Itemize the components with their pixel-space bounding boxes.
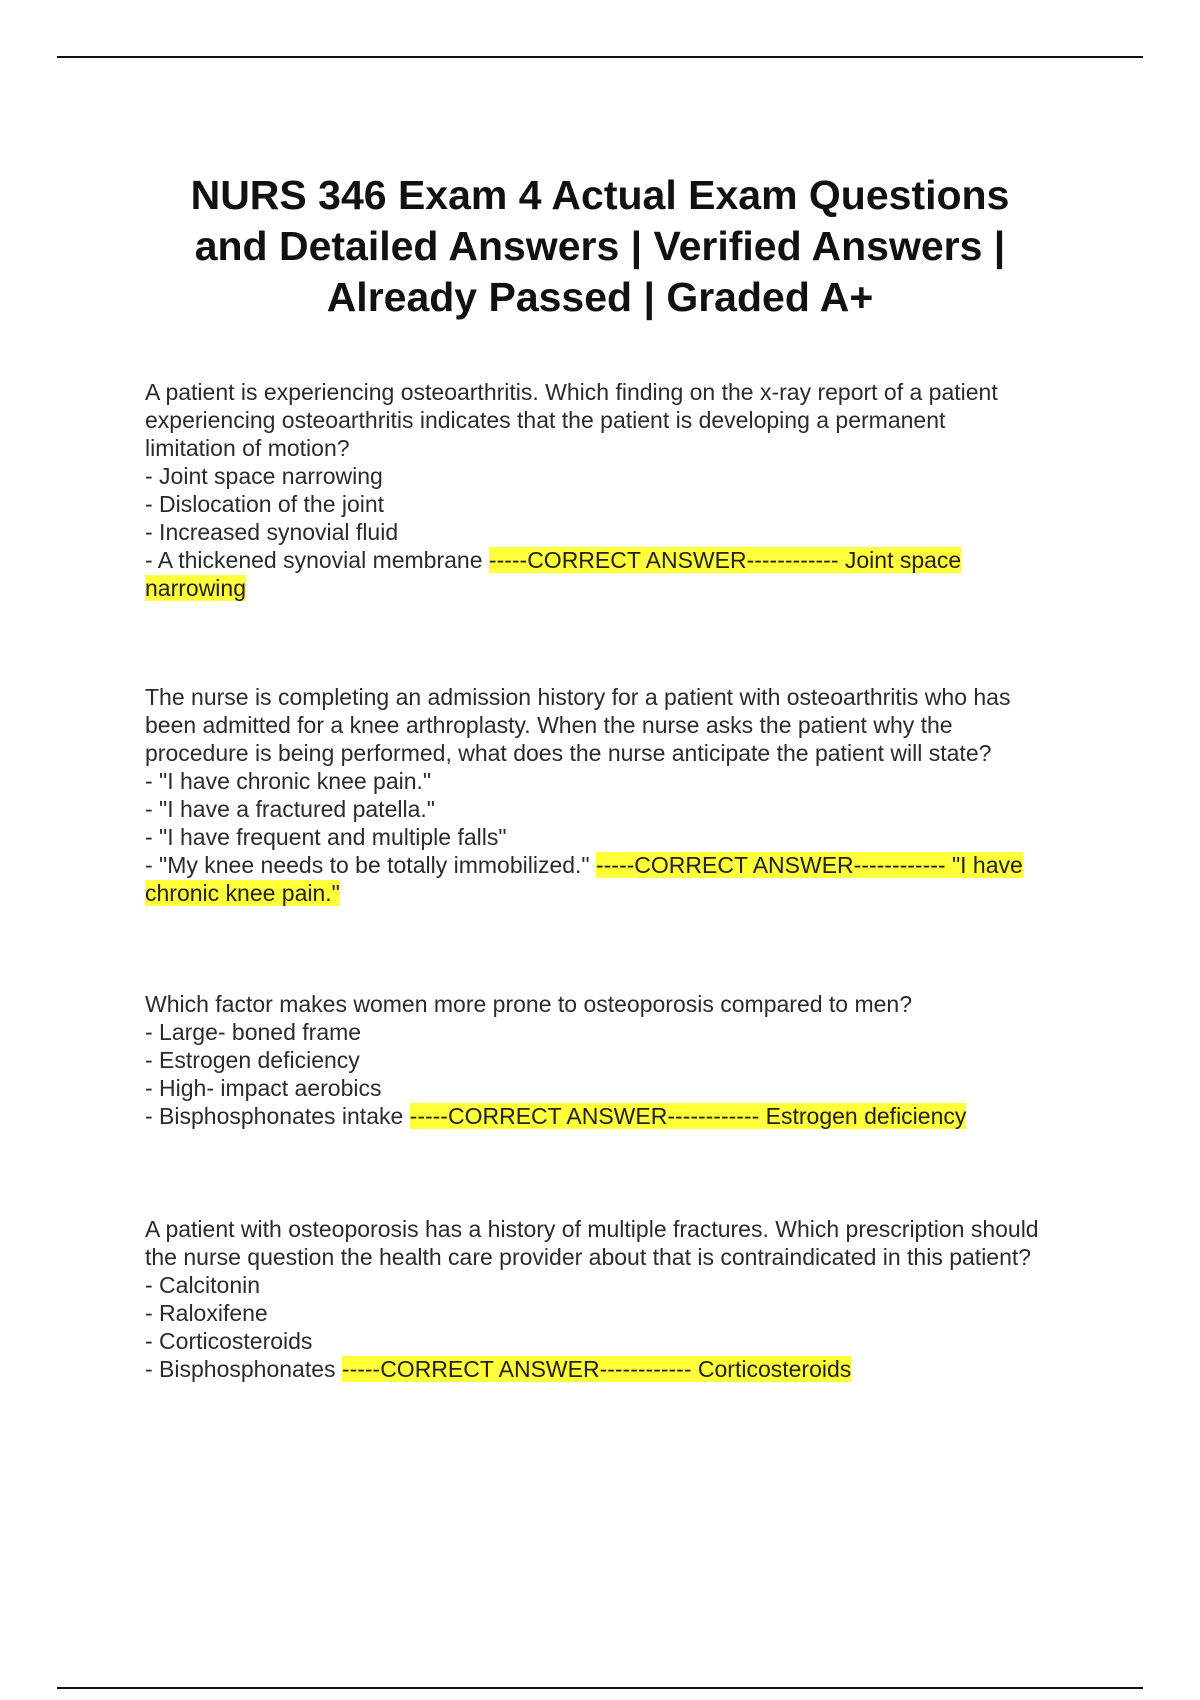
- final-option-line: [145, 851, 1105, 879]
- answer-option: - Estrogen deficiency: [145, 1047, 360, 1073]
- answer-option: - Dislocation of the joint: [145, 491, 385, 517]
- question-stem-line: limitation of motion?: [145, 435, 350, 461]
- question-stem-line: A patient is experiencing osteoarthritis. Which finding on the x-ray report of a patient: [145, 379, 998, 405]
- correct-answer-highlight: -----CORRECT ANSWER------------ Estrogen deficiency: [409, 1103, 967, 1129]
- question-stem-line: Which factor makes women more prone to osteoporosis compared to men?: [145, 991, 913, 1017]
- question-block-1: [145, 378, 1105, 602]
- answer-option: - Calcitonin: [145, 1272, 261, 1298]
- answer-option: - "My knee needs to be totally immobilized.": [145, 852, 596, 878]
- question-block-3: [145, 990, 1105, 1130]
- answer-option: - Bisphosphonates intake: [145, 1103, 410, 1129]
- title-line-1: NURS 346 Exam 4 Actual Exam Questions: [190, 172, 1010, 219]
- question-block-2: [145, 683, 1105, 907]
- answer-option: - "I have frequent and multiple falls": [145, 824, 507, 850]
- answer-continuation-line: [145, 879, 1105, 907]
- answer-option: - Bisphosphonates: [145, 1356, 342, 1382]
- answer-option: - Large- boned frame: [145, 1019, 362, 1045]
- final-option-line: [145, 1102, 1105, 1130]
- bottom-rule: [57, 1687, 1143, 1689]
- answer-option: - Joint space narrowing: [145, 463, 383, 489]
- title-line-3: Already Passed | Graded A+: [326, 274, 874, 321]
- title-line-2: and Detailed Answers | Verified Answers |: [194, 223, 1006, 270]
- answer-option: - Corticosteroids: [145, 1328, 313, 1354]
- correct-answer-highlight: narrowing: [145, 575, 246, 601]
- correct-answer-highlight: -----CORRECT ANSWER------------ Corticosteroids: [341, 1356, 852, 1382]
- question-stem-line: procedure is being performed, what does the nurse anticipate the patient will state?: [145, 740, 992, 766]
- answer-option: - "I have a fractured patella.": [145, 796, 435, 822]
- question-stem-line: been admitted for a knee arthroplasty. When the nurse asks the patient why the: [145, 712, 953, 738]
- answer-continuation-line: [145, 574, 1105, 602]
- answer-option: - Increased synovial fluid: [145, 519, 399, 545]
- top-rule: [57, 56, 1143, 58]
- document-title: [100, 170, 1100, 323]
- final-option-line: [145, 546, 1105, 574]
- correct-answer-highlight: chronic knee pain.": [145, 880, 340, 906]
- correct-answer-highlight: -----CORRECT ANSWER------------ "I have: [595, 852, 1023, 878]
- question-block-4: [145, 1215, 1105, 1383]
- final-option-line: [145, 1355, 1105, 1383]
- answer-option: - "I have chronic knee pain.": [145, 768, 432, 794]
- question-stem-line: A patient with osteoporosis has a history of multiple fractures. Which prescription should: [145, 1216, 1039, 1242]
- question-stem-line: The nurse is completing an admission history for a patient with osteoarthritis who has: [145, 684, 1011, 710]
- answer-option: - High- impact aerobics: [145, 1075, 382, 1101]
- correct-answer-highlight: -----CORRECT ANSWER------------ Joint space: [488, 547, 962, 573]
- answer-option: - Raloxifene: [145, 1300, 268, 1326]
- question-stem-line: the nurse question the health care provider about that is contraindicated in this patient?: [145, 1244, 1032, 1270]
- question-stem-line: experiencing osteoarthritis indicates that the patient is developing a permanent: [145, 407, 946, 433]
- answer-option: - A thickened synovial membrane: [145, 547, 489, 573]
